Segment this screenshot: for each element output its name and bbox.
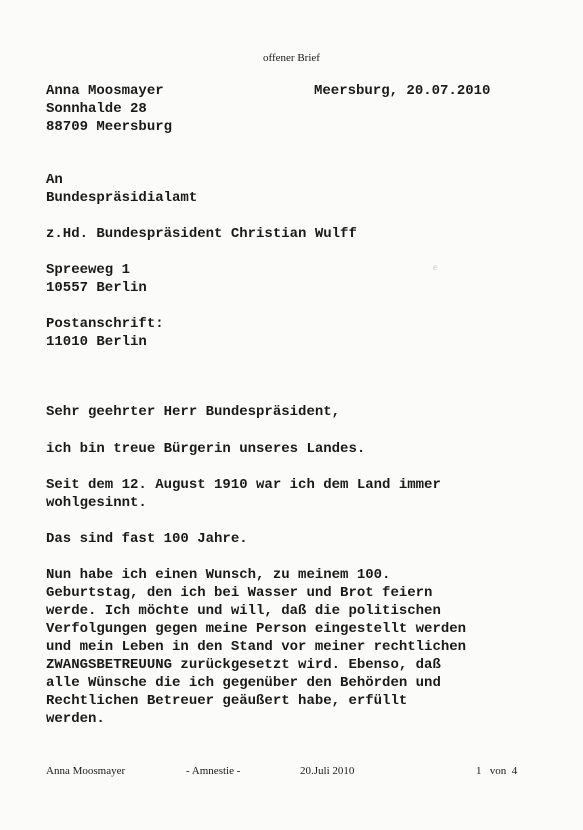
paragraph-4-line: Geburtstag, den ich bei Wasser und Brot feiern xyxy=(46,585,433,601)
postal-address-block xyxy=(46,315,164,351)
paragraph-4-line: ZWANGSBETREUUNG zurückgesetzt wird. Ebenso, daß xyxy=(46,657,441,673)
recipient-city: 10557 Berlin xyxy=(46,280,147,296)
paragraph-4-line: Verfolgungen gegen meine Person eingestellt werden xyxy=(46,621,467,637)
paragraph-2-line: Seit dem 12. August 1910 war ich dem Land immer xyxy=(46,477,441,493)
paragraph-4-line: werde. Ich möchte und will, daß die politischen xyxy=(46,603,441,619)
recipient-to: An xyxy=(46,172,63,188)
paragraph-2-line: wohlgesinnt. xyxy=(46,495,147,511)
place-date: Meersburg, 20.07.2010 xyxy=(314,83,491,99)
sender-address xyxy=(46,82,172,136)
paragraph-1: ich bin treue Bürgerin unseres Landes. xyxy=(46,441,366,457)
recipient-street: Spreeweg 1 xyxy=(46,262,131,278)
footer-subject: - Amnestie - xyxy=(186,765,241,777)
recipient-block xyxy=(46,171,197,207)
salutation: Sehr geehrter Herr Bundespräsident, xyxy=(46,404,341,420)
paragraph-4-line: und mein Leben in den Stand vor meiner rechtlichen xyxy=(46,639,467,655)
footer-name: Anna Moosmayer xyxy=(46,765,126,777)
footer-date: 20.Juli 2010 xyxy=(300,765,355,777)
paragraph-4-line: Rechtlichen Betreuer geäußert habe, erfüllt xyxy=(46,693,408,709)
document-type-label: offener Brief xyxy=(263,52,320,64)
paragraph-2 xyxy=(46,476,536,512)
paragraph-4 xyxy=(46,566,536,728)
paragraph-4-line: alle Wünsche die ich gegenüber den Behörden und xyxy=(46,675,441,691)
paragraph-4-line: Nun habe ich einen Wunsch, zu meinem 100. xyxy=(46,567,391,583)
recipient-office: Bundespräsidialamt xyxy=(46,190,198,206)
recipient-attention: z.Hd. Bundespräsident Christian Wulff xyxy=(46,226,357,242)
postal-city: 11010 Berlin xyxy=(46,334,147,350)
paragraph-4-line: werden. xyxy=(46,711,105,727)
scan-speck: e xyxy=(433,262,437,272)
sender-street: Sonnhalde 28 xyxy=(46,101,147,117)
sender-name: Anna Moosmayer xyxy=(46,83,164,99)
sender-city: 88709 Meersburg xyxy=(46,119,173,135)
paragraph-3: Das sind fast 100 Jahre. xyxy=(46,531,248,547)
recipient-street-block xyxy=(46,261,147,297)
postal-label: Postanschrift: xyxy=(46,316,164,332)
page-number: 1 von 4 xyxy=(476,765,518,777)
